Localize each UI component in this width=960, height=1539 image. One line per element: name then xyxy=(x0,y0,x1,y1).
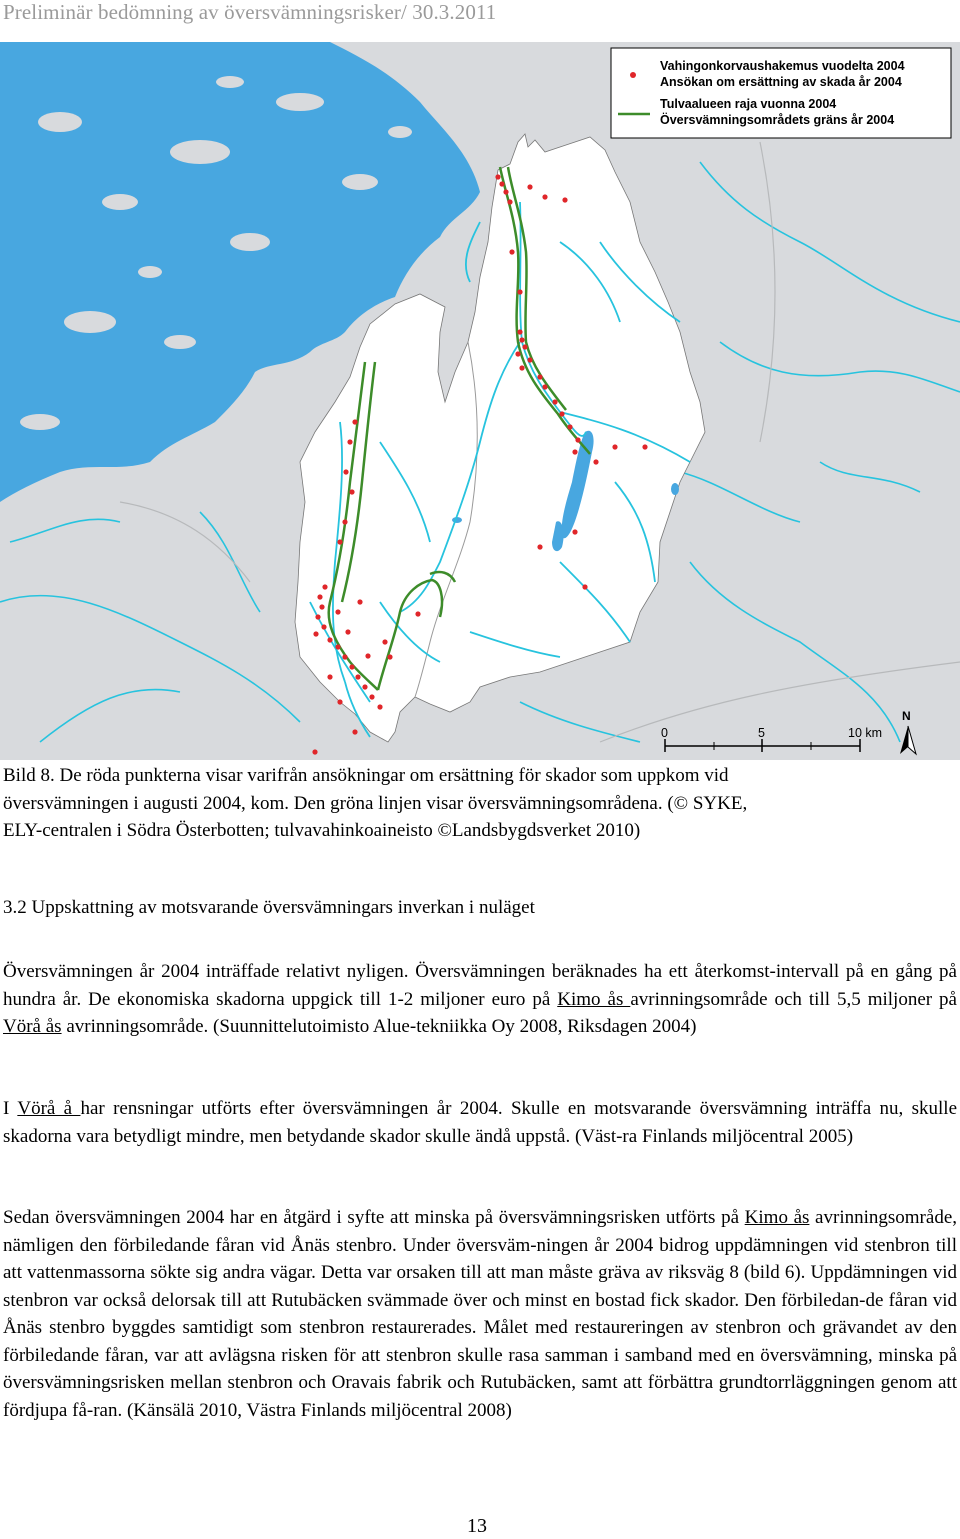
section-heading: 3.2 Uppskattning av motsvarande översvämningars inverkan i nuläget xyxy=(3,897,535,918)
link-kimo-as: Kimo ås xyxy=(557,988,631,1010)
caption-line-1: Bild 8. De röda punkterna visar varifrån ansökningar om ersättning för skador som uppkom vid xyxy=(3,765,729,786)
legend-point-label-sv: Ansökan om ersättning av skada år 2004 xyxy=(660,75,902,89)
figure-caption xyxy=(3,762,957,845)
legend-line-label-fi: Tulvaalueen raja vuonna 2004 xyxy=(660,97,837,111)
paragraph-3: Sedan översvämningen 2004 har en åtgärd i syfte att minska på översvämningsrisken utförts på Kimo ås avrinningsområde, nämligen den förbiledande fåran vid Ånäs stenbro. Under översväm-ningen år 2004 bidrog uppdämningen vid stenbron till att vattenmassorna sökte sig andra vägar. Detta var orsaken till att man måste gräva av riksväg 8 (bild 6). Uppdämningen vid stenbron var också delorsak till att Rutubäcken svämmade över och minst en bostad fick skador. Den förbiledan-de fåran vid Ånäs stenbro byggdes samtidigt som stenbron restaurerades. Målet med restaureringen av stenbron och grävandet av den förbiledande fåran, var att avlägsna risken för att stenbron skulle rasa samman i samband med en översvämning, minska på översvämningsrisken mellan stenbron och Oravais fabrik och Rutubäcken, samt att förbättra grundtorrläggningen genom att fördjupa få-ran. (Känsälä 2010, Västra Finlands miljöcentral 2008) xyxy=(3,1207,957,1421)
link-vora-as: Vörå ås xyxy=(3,1016,62,1037)
paragraph-1: Översvämningen år 2004 inträffade relativt nyligen. Översvämningen beräknades ha ett återkomst-intervall på en gång på hundra år. De ekonomiska skadorna uppgick till 1-2 miljoner euro på Kimo ås avrinningsområde och till 5,5 miljoner på Vörå ås avrinningsområde. (Suunnittelutoimisto Alue-tekniikka Oy 2008, Riksdagen 2004) xyxy=(3,961,957,1037)
flood-map xyxy=(0,42,960,760)
running-header: Preliminär bedömning av översvämningsrisker/ 30.3.2011 xyxy=(3,0,497,24)
caption-line-2: översvämningen i augusti 2004, kom. Den gröna linjen visar översvämningsområdena. (© SYKE, xyxy=(3,792,748,814)
caption-line-3: ELY-centralen i Södra Österbotten; tulvavahinkoaineisto ©Landsbygdsverket 2010) xyxy=(3,820,641,841)
scale-tick-0: 0 xyxy=(661,726,668,740)
paragraph-2: I Vörå å har rensningar utförts efter översvämningen år 2004. Skulle en motsvarande översvämning inträffa nu, skulle skadorna vara betydligt mindre, men betydande skador skulle ändå uppstå. (Väst-ra Finlands miljöcentral 2005) xyxy=(3,1098,958,1147)
legend-line-label-sv: Översvämningsområdets gräns år 2004 xyxy=(660,113,895,127)
scale-tick-5: 5 xyxy=(758,726,765,740)
svg-text:N: N xyxy=(902,709,911,723)
legend-point-symbol xyxy=(630,72,636,78)
page-number: 13 xyxy=(467,1515,487,1537)
legend-point-label-fi: Vahingonkorvaushakemus vuodelta 2004 xyxy=(660,59,905,73)
link-vora-a: Vörå å xyxy=(17,1098,81,1119)
link-kimo-as-2: Kimo ås xyxy=(744,1207,810,1228)
scale-tick-10: 10 km xyxy=(848,726,883,740)
